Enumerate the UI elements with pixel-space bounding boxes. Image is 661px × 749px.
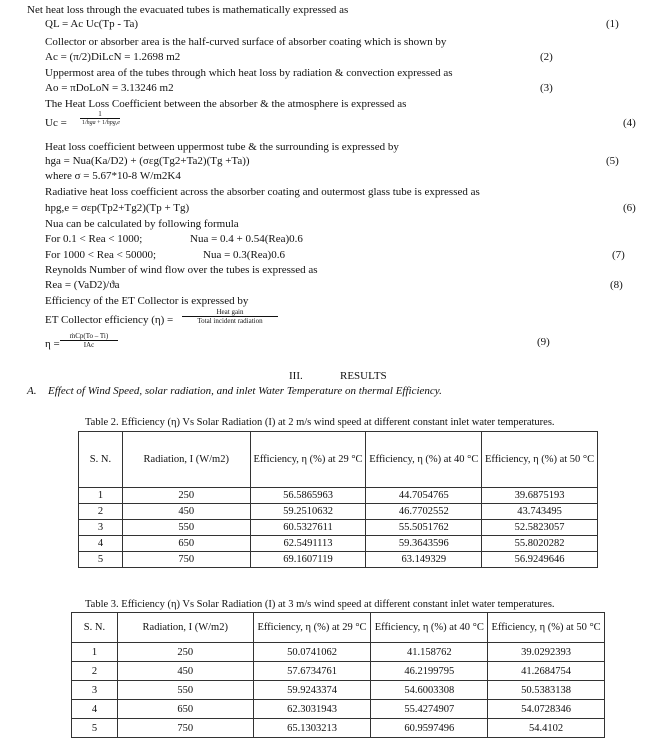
fraction-efficiency	[182, 308, 278, 325]
text-line-7: The Heat Loss Coefficient between the absorber & the atmosphere is expressed as	[45, 98, 407, 110]
equation-hga: hga = Nua(Ka/D2) + (σεg(Tg2+Ta2)(Tg +Ta))	[45, 155, 250, 167]
table3-header-radiation: Radiation, I (W/m2)	[117, 613, 253, 643]
equation-number-4: (4)	[623, 117, 636, 129]
table-row	[72, 719, 605, 738]
table-cell: 3	[72, 681, 118, 700]
table-cell: 62.3031943	[253, 700, 371, 719]
section-title: RESULTS	[340, 370, 387, 382]
table-cell: 41.158762	[371, 643, 488, 662]
table-cell: 450	[122, 504, 250, 520]
table2-header-eff50: Efficiency, η (%) at 50 °C	[482, 432, 598, 488]
nusselt-formula-2: Nua = 0.3(Rea)0.6	[203, 249, 285, 261]
equation-number-2: (2)	[540, 51, 553, 63]
table-row	[79, 536, 598, 552]
table-cell: 2	[72, 662, 118, 681]
table-row	[79, 488, 598, 504]
table-cell: 4	[72, 700, 118, 719]
table-cell: 1	[72, 643, 118, 662]
text-line-5: Uppermost area of the tubes through which heat loss by radiation & convection expressed as	[45, 67, 453, 79]
table-cell: 54.6003308	[371, 681, 488, 700]
table3-header-eff50: Efficiency, η (%) at 50 °C	[488, 613, 605, 643]
table-cell: 550	[117, 681, 253, 700]
table-cell: 57.6734761	[253, 662, 371, 681]
fraction-uc-numerator: 1	[80, 110, 120, 119]
uc-den-a: 1/hga	[82, 120, 96, 126]
equation-heat-loss: QL = Ac Uc(Tp - Ta)	[45, 18, 139, 30]
table-cell: 2	[79, 504, 123, 520]
table-cell: 750	[122, 552, 250, 568]
table-row	[79, 520, 598, 536]
table3-header-sn: S. N.	[72, 613, 118, 643]
table2-caption: Table 2. Efficiency (η) Vs Solar Radiation (I) at 2 m/s wind speed at different constant inlet water temperatures.	[85, 417, 555, 428]
fraction-uc-denominator: 1/hga + 1/hpg,e	[82, 120, 120, 126]
equation-number-9: (9)	[537, 336, 550, 348]
equation-uc-label: Uc =	[45, 117, 67, 129]
fraction-efficiency-denominator: Total incident radiation	[197, 317, 263, 325]
fraction-efficiency-numerator: Heat gain	[182, 308, 278, 317]
table-cell: 62.5491113	[250, 536, 366, 552]
table2-header-eff40: Efficiency, η (%) at 40 °C	[366, 432, 482, 488]
text-line-9: Heat loss coefficient between uppermost tube & the surrounding is expressed by	[45, 141, 399, 153]
nusselt-range-2: For 1000 < Rea < 50000;	[45, 249, 157, 261]
table2-header-row	[79, 432, 598, 488]
table-cell: 250	[117, 643, 253, 662]
table-cell: 41.2684754	[488, 662, 605, 681]
table-cell: 59.9243374	[253, 681, 371, 700]
table-cell: 60.9597496	[371, 719, 488, 738]
table-cell: 250	[122, 488, 250, 504]
section-number: III.	[289, 370, 303, 382]
fraction-eta-denominator: IAc	[83, 341, 95, 349]
table-cell: 63.149329	[366, 552, 482, 568]
table-cell: 52.5823057	[482, 520, 598, 536]
text-line-19: Efficiency of the ET Collector is expressed by	[45, 295, 249, 307]
equation-outer-area: Ao = πDoLoN = 3.13246 m2	[45, 82, 174, 94]
text-line-3: Collector or absorber area is the half-curved surface of absorber coating which is shown by	[45, 36, 447, 48]
table-cell: 54.0728346	[488, 700, 605, 719]
table-cell: 46.7702552	[366, 504, 482, 520]
table-cell: 56.9249646	[482, 552, 598, 568]
table-cell: 69.1607119	[250, 552, 366, 568]
table-cell: 65.1303213	[253, 719, 371, 738]
table2-header-eff29: Efficiency, η (%) at 29 °C	[250, 432, 366, 488]
equation-hpg: hpg,e = σεp(Tp2+Tg2)(Tp + Tg)	[45, 202, 190, 214]
sigma-definition: where σ = 5.67*10-8 W/m2K4	[45, 170, 181, 182]
table-row	[79, 504, 598, 520]
table-cell: 750	[117, 719, 253, 738]
table-cell: 54.4102	[488, 719, 605, 738]
table-row	[72, 681, 605, 700]
uc-den-b: 1/hpg,e	[102, 120, 120, 126]
table-cell: 55.4274907	[371, 700, 488, 719]
table-row	[72, 643, 605, 662]
equation-number-5: (5)	[606, 155, 619, 167]
subsection-label: A.	[27, 385, 37, 397]
table-cell: 46.2199795	[371, 662, 488, 681]
equation-number-7: (7)	[612, 249, 625, 261]
text-line-17: Reynolds Number of wind flow over the tubes is expressed as	[45, 264, 318, 276]
table3-header-eff40: Efficiency, η (%) at 40 °C	[371, 613, 488, 643]
table2	[78, 431, 598, 568]
table-row	[72, 700, 605, 719]
table-cell: 55.8020282	[482, 536, 598, 552]
equation-efficiency-label: ET Collector efficiency (η) =	[45, 314, 174, 326]
table-cell: 50.0741062	[253, 643, 371, 662]
table-cell: 39.0292393	[488, 643, 605, 662]
table-cell: 650	[122, 536, 250, 552]
table-cell: 60.5327611	[250, 520, 366, 536]
equation-collector-area: Ac = (π/2)DiLcN = 1.2698 m2	[45, 51, 181, 63]
table-cell: 59.3643596	[366, 536, 482, 552]
nusselt-formula-1: Nua = 0.4 + 0.54(Rea)0.6	[190, 233, 303, 245]
equation-number-3: (3)	[540, 82, 553, 94]
fraction-uc	[80, 110, 120, 127]
equation-reynolds: Rea = (VaD2)/ϑa	[45, 279, 120, 291]
subsection-title: Effect of Wind Speed, solar radiation, and inlet Water Temperature on thermal Efficiency.	[48, 385, 442, 397]
table-cell: 50.5383138	[488, 681, 605, 700]
equation-number-6: (6)	[623, 202, 636, 214]
text-line-1: Net heat loss through the evacuated tubes is mathematically expressed as	[27, 4, 349, 16]
table-cell: 56.5865963	[250, 488, 366, 504]
table-cell: 55.5051762	[366, 520, 482, 536]
equation-number-1: (1)	[606, 18, 619, 30]
table3	[71, 612, 605, 738]
table3-header-eff29: Efficiency, η (%) at 29 °C	[253, 613, 371, 643]
nusselt-range-1: For 0.1 < Rea < 1000;	[45, 233, 143, 245]
table-row	[79, 552, 598, 568]
text-line-14: Nua can be calculated by following formula	[45, 218, 239, 230]
table-cell: 43.743495	[482, 504, 598, 520]
table3-header-row	[72, 613, 605, 643]
table-row	[72, 662, 605, 681]
text-line-12: Radiative heat loss coefficient across the absorber coating and outermost glass tube is expressed as	[45, 186, 480, 198]
table2-header-radiation: Radiation, I (W/m2)	[122, 432, 250, 488]
table-cell: 650	[117, 700, 253, 719]
table-cell: 59.2510632	[250, 504, 366, 520]
table2-header-sn: S. N.	[79, 432, 123, 488]
table-cell: 5	[79, 552, 123, 568]
equation-eta-label: η =	[45, 338, 60, 350]
table-cell: 5	[72, 719, 118, 738]
fraction-eta	[60, 332, 118, 349]
table-cell: 4	[79, 536, 123, 552]
table-cell: 450	[117, 662, 253, 681]
table-cell: 1	[79, 488, 123, 504]
table3-caption: Table 3. Efficiency (η) Vs Solar Radiation (I) at 3 m/s wind speed at different constant inlet water temperatures.	[85, 599, 555, 610]
equation-number-8: (8)	[610, 279, 623, 291]
table-cell: 550	[122, 520, 250, 536]
fraction-eta-numerator: ṁCp(To – Ti)	[60, 332, 118, 341]
table-cell: 39.6875193	[482, 488, 598, 504]
table-cell: 44.7054765	[366, 488, 482, 504]
table-cell: 3	[79, 520, 123, 536]
